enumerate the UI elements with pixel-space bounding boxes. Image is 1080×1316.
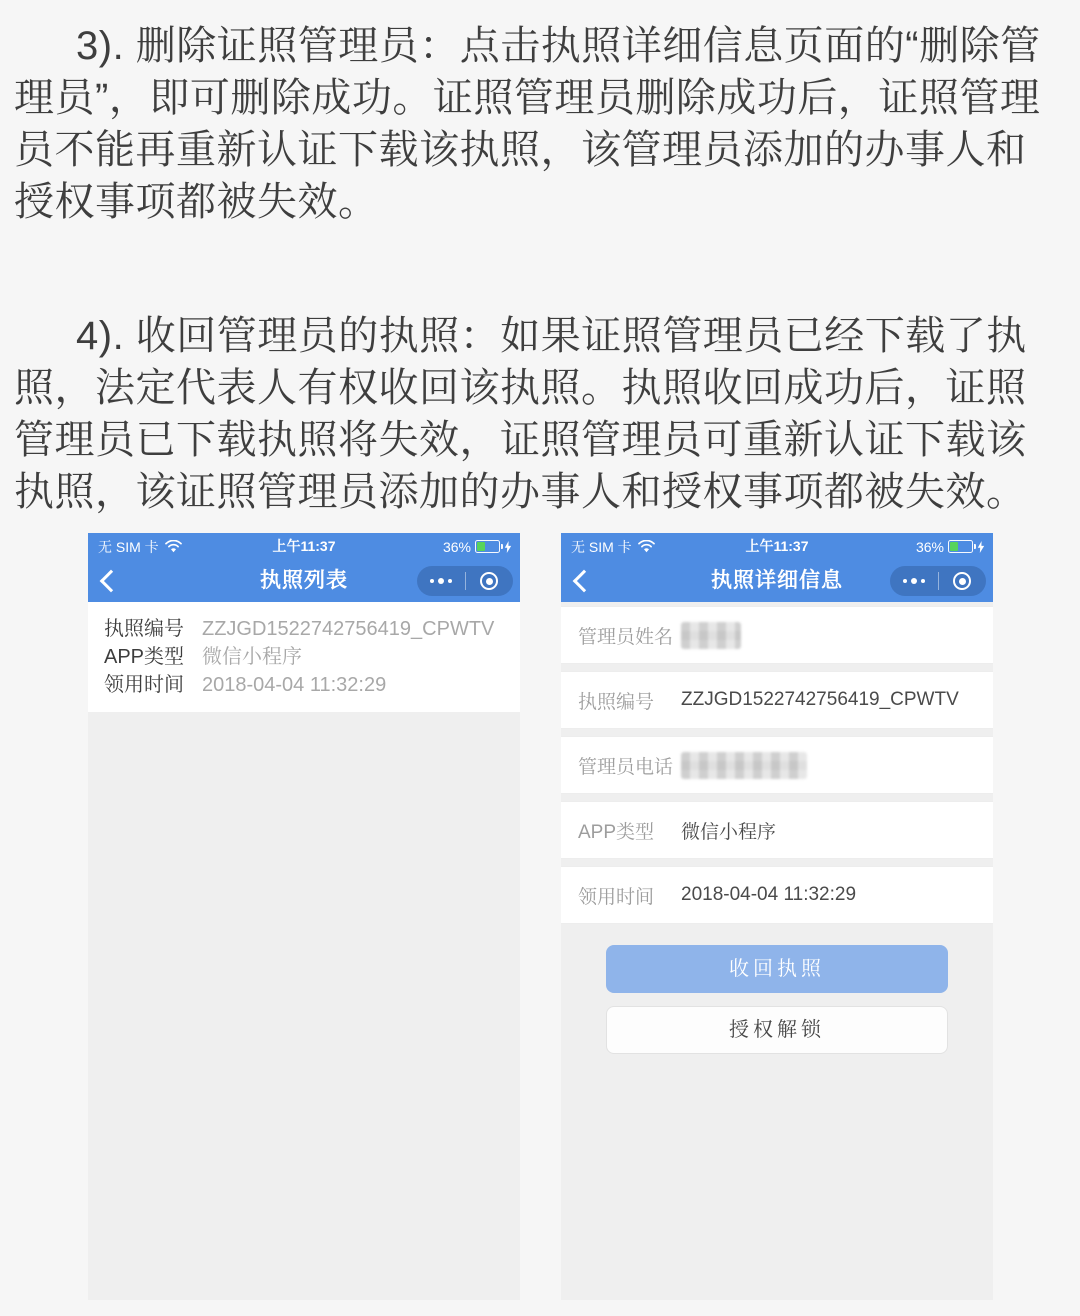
- list-field-claim-time: [104, 671, 504, 699]
- charging-icon: [977, 541, 985, 553]
- authorize-unlock-button[interactable]: 授权解锁: [606, 1006, 948, 1054]
- wechat-capsule: [890, 566, 986, 596]
- detail-row-admin-phone: [561, 736, 993, 794]
- more-button[interactable]: [417, 566, 465, 596]
- field-label: 管理员姓名: [578, 626, 674, 648]
- redacted-admin-name: [681, 622, 741, 649]
- field-label: 执照编号: [578, 691, 655, 713]
- status-bar: [88, 533, 520, 560]
- clock-label: 上午11:37: [745, 538, 809, 554]
- revoke-license-button[interactable]: 收回执照: [606, 945, 948, 993]
- field-value: ZZJGD1522742756419_CPWTV: [202, 618, 495, 640]
- phone-screenshot-license-detail: [561, 533, 993, 1300]
- list-field-app-type: [104, 643, 504, 671]
- field-value: 2018-04-04 11:32:29: [681, 884, 857, 905]
- field-value: 微信小程序: [681, 821, 777, 843]
- exit-icon: [480, 572, 498, 590]
- carrier-label: 无 SIM 卡: [98, 538, 159, 555]
- license-list-item[interactable]: [88, 602, 520, 712]
- clock-label: 上午11:37: [272, 538, 336, 554]
- charging-icon: [504, 541, 512, 553]
- instruction-paragraph-4: 4). 收回管理员的执照：如果证照管理员已经下载了执照，法定代表人有权收回该执照。执照收回成功后，证照管理员已下载执照将失效，证照管理员可重新认证下载该执照，该证照管理员添加的办事人和授权事项都被失效。: [14, 314, 1027, 514]
- page-title: 执照列表: [260, 569, 348, 592]
- carrier-label: 无 SIM 卡: [571, 538, 632, 555]
- battery-icon: [475, 540, 500, 553]
- field-label: APP类型: [104, 646, 185, 668]
- action-buttons: [561, 931, 993, 1054]
- field-label: APP类型: [578, 821, 655, 843]
- more-icon: [430, 578, 452, 584]
- battery-percent-label: 36%: [915, 538, 944, 555]
- detail-row-app-type: [561, 801, 993, 859]
- exit-button[interactable]: [466, 566, 514, 596]
- field-label: 执照编号: [104, 618, 184, 640]
- page-title: 执照详细信息: [711, 569, 843, 592]
- status-bar: [561, 533, 993, 560]
- detail-row-admin-name: [561, 606, 993, 664]
- field-value: 微信小程序: [202, 646, 302, 668]
- field-label: 领用时间: [104, 674, 184, 696]
- wechat-capsule: [417, 566, 513, 596]
- license-detail-form: [561, 602, 993, 924]
- detail-row-license-no: [561, 671, 993, 729]
- nav-bar: [88, 560, 520, 602]
- battery-icon: [948, 540, 973, 553]
- phone-screenshot-license-list: [88, 533, 520, 1300]
- more-button[interactable]: [890, 566, 938, 596]
- exit-icon: [953, 572, 971, 590]
- field-value: 2018-04-04 11:32:29: [202, 674, 387, 696]
- field-label: 管理员电话: [578, 756, 674, 778]
- instruction-paragraph-3: 3). 删除证照管理员：点击执照详细信息页面的“删除管理员”，即可删除成功。证照管理员删除成功后，证照管理员不能再重新认证下载该执照，该管理员添加的办事人和授权事项都被失效。: [14, 24, 1041, 224]
- battery-percent-label: 36%: [442, 538, 471, 555]
- field-value: ZZJGD1522742756419_CPWTV: [681, 689, 959, 710]
- field-label: 领用时间: [578, 886, 655, 908]
- nav-bar: [561, 560, 993, 602]
- redacted-admin-phone: [681, 752, 807, 779]
- more-icon: [903, 578, 925, 584]
- exit-button[interactable]: [939, 566, 987, 596]
- list-field-license-no: [104, 615, 504, 643]
- detail-row-claim-time: [561, 866, 993, 924]
